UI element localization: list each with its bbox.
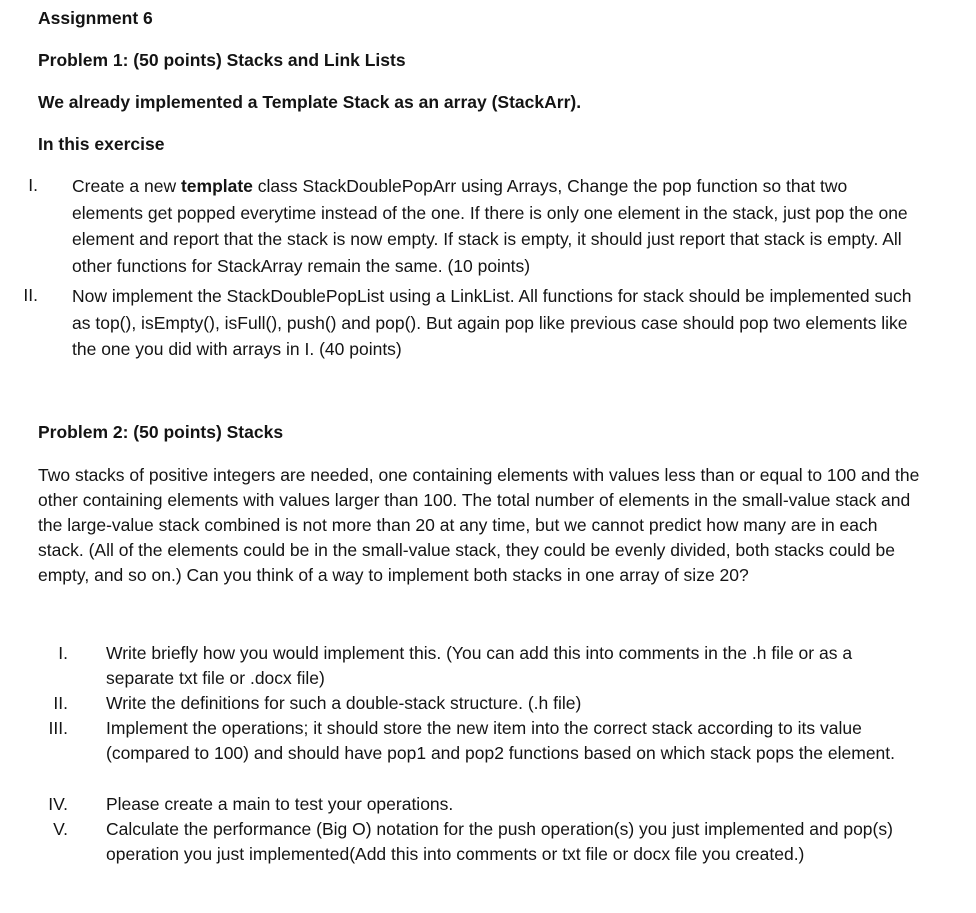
assignment-title: Assignment 6 — [38, 8, 153, 28]
problem2-item1-text: Write briefly how you would implement this. (You can add this into comments in the .h file or as a separate txt file or .docx file) — [106, 643, 853, 688]
problem2-item3-number: III. — [48, 718, 68, 738]
problem2-item2-number: II. — [53, 693, 68, 713]
problem1-item1-text-before: Create a new — [72, 176, 181, 196]
problem1-item1-bold-keyword: template — [180, 176, 253, 196]
problem1-item2-number: II. — [23, 285, 38, 305]
problem2-body: Two stacks of positive integers are needed, one containing elements with values less than or equal to 100 and the other containing elements with values larger than 100. The total number of elements in the small-value stack and the large-value stack combined is not more than 20 at any time, but we cannot predict how many are in each stack. (All of the elements could be in the small-value stack, they could be evenly divided, both stacks could be empty, and so on.) Can you think of a way to implement both stacks in one array of size 20? — [38, 465, 920, 585]
problem1-item2-text: Now implement the StackDoublePopList using a LinkList. All functions for stack should be implemented such as top(), isEmpty(), isFull(), push() and pop(). But again pop like previous case should pop two elements like the one you did with arrays in I. (40 points) — [72, 286, 912, 359]
problem1-lead: In this exercise — [38, 134, 165, 154]
problem2-item2-text: Write the definitions for such a double-stack structure. (.h file) — [106, 693, 582, 713]
problem1-item1-text — [72, 173, 917, 279]
problem1-item1-text-after: class StackDoublePopArr using Arrays, Change the pop function so that two elements get popped everytime instead of the one. If there is only one element in the stack, just pop the one element and report that the stack is now empty. If stack is empty, it should just report that stack is empty. All other functions for StackArray remain the same. (10 points) — [72, 176, 908, 276]
problem1-heading: Problem 1: (50 points) Stacks and Link Lists — [38, 50, 406, 70]
problem2-item4-text: Please create a main to test your operations. — [106, 794, 454, 814]
problem1-item1-number: I. — [28, 175, 38, 195]
problem1-intro: We already implemented a Template Stack as an array (StackArr). — [38, 92, 582, 112]
problem2-heading: Problem 2: (50 points) Stacks — [38, 422, 284, 442]
problem2-item5-text: Calculate the performance (Big O) notation for the push operation(s) you just implemented and pop(s) operation you just implemented(Add this into comments or txt file or docx file you created.) — [106, 819, 893, 864]
problem2-item5-number: V. — [53, 819, 68, 839]
problem2-item4-number: IV. — [48, 794, 68, 814]
problem2-item3-text: Implement the operations; it should store the new item into the correct stack according to its value (compared to 100) and should have pop1 and pop2 functions based on which stack pops the element. — [106, 718, 896, 763]
problem2-item1-number: I. — [58, 643, 68, 663]
